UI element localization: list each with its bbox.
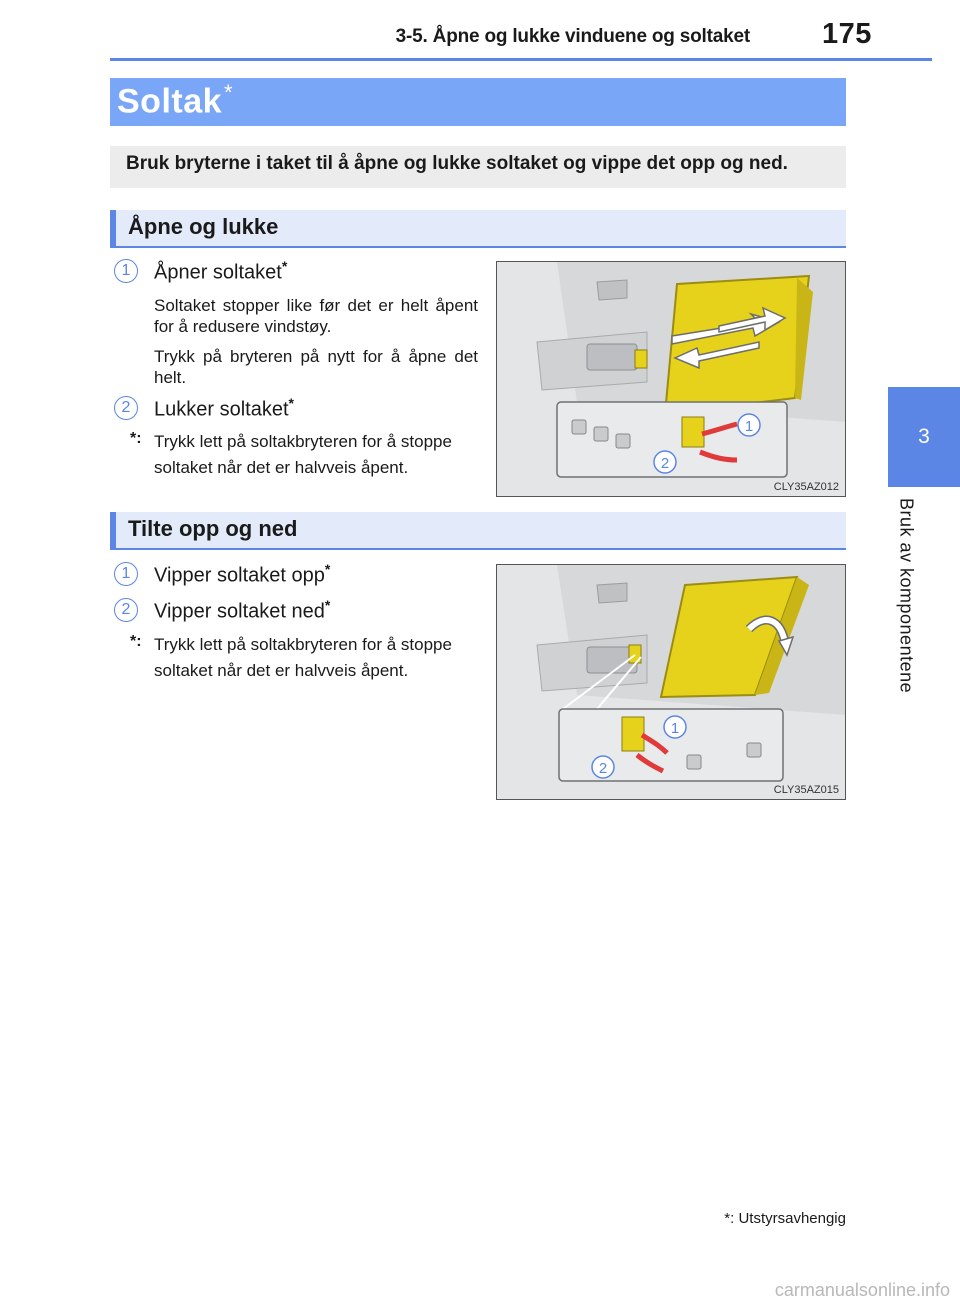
sunroof-open-illustration: [497, 262, 846, 497]
paragraph: Trykk på bryteren på nytt for å åpne det helt.: [154, 347, 478, 387]
step-label: Vipper soltaket ned*: [154, 597, 331, 623]
figure-callout-1: [664, 716, 686, 738]
sunroof-tilt-illustration: [497, 565, 846, 800]
step-number: 2: [114, 598, 138, 622]
note-text: Trykk lett på soltakbryteren for å stoppe soltaket når det er halvveis åpent.: [154, 635, 452, 680]
sunroof-open-figure: [496, 261, 846, 497]
section-heading: Åpne og lukke: [128, 214, 279, 239]
note-text: Trykk lett på soltakbryteren for å stoppe soltaket når det er halvveis åpent.: [154, 432, 452, 477]
header-rule: [110, 58, 932, 61]
svg-text:2: 2: [660, 455, 670, 472]
title-label: Soltak: [117, 82, 223, 121]
step-label: Vipper soltaket opp*: [154, 561, 331, 587]
step-number: 2: [114, 396, 138, 420]
intro-text: Bruk bryterne i taket til å åpne og lukke soltaket og vippe det opp og ned.: [126, 153, 788, 174]
page-number: 175: [822, 18, 872, 50]
svg-text:1: 1: [670, 720, 680, 737]
figure-callout-1: [738, 414, 760, 436]
step-label: Lukker soltaket*: [154, 395, 294, 421]
note-marker: *:: [130, 633, 142, 650]
watermark[interactable]: carmanualsonline.info: [774, 1280, 950, 1300]
section-header: 3-5. Åpne og lukke vinduene og soltaket: [395, 26, 750, 47]
step-number: 1: [114, 562, 138, 586]
figure-callout-2: [654, 451, 676, 473]
chapter-tab[interactable]: 3: [888, 387, 960, 487]
sunroof-tilt-figure: [496, 564, 846, 800]
footnote: *: Utstyrsavhengig: [724, 1210, 846, 1227]
section-heading: Tilte opp og ned: [128, 516, 298, 541]
page-title: [117, 80, 233, 121]
svg-text:1: 1: [744, 418, 754, 435]
chapter-label: Bruk av komponentene: [896, 498, 917, 694]
figure-code: CLY35AZ015: [773, 784, 839, 796]
paragraph: Soltaket stopper like før det er helt åpent for å redusere vindstøy.: [154, 296, 478, 336]
svg-text:2: 2: [598, 760, 608, 777]
figure-code: CLY35AZ012: [773, 481, 839, 493]
figure-callout-2: [592, 756, 614, 778]
step-number: 1: [114, 259, 138, 283]
step-label: Åpner soltaket*: [154, 258, 288, 284]
note-marker: *:: [130, 430, 142, 447]
title-marker: *: [224, 80, 234, 105]
